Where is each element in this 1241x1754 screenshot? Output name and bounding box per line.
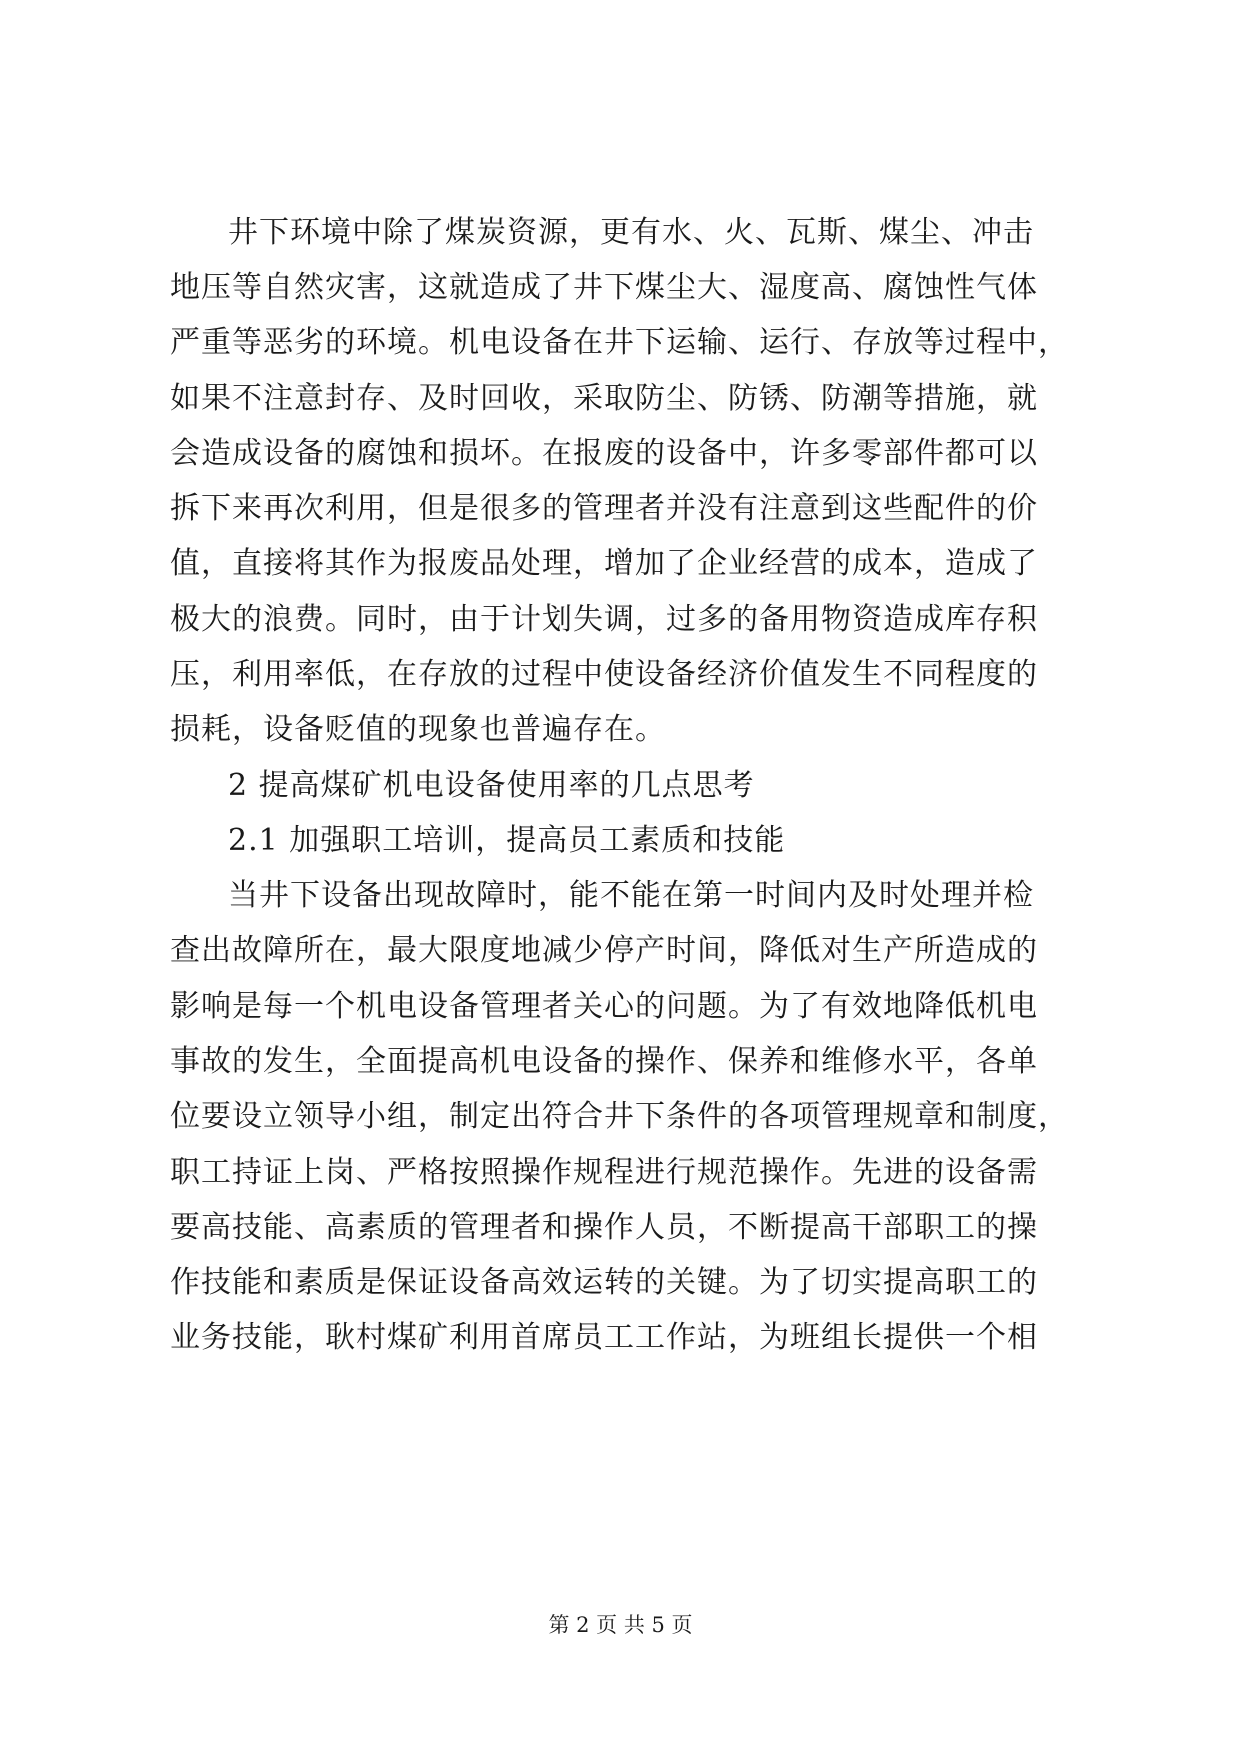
page-footer: 第 2 页 共 5 页 [548,1613,693,1637]
paragraph-line: 事故的发生，全面提高机电设备的操作、保养和维修水平，各单 [170,1044,1038,1079]
paragraph-line: 职工持证上岗、严格按照操作规程进行规范操作。先进的设备需 [170,1155,1038,1190]
paragraph-line: 极大的浪费。同时，由于计划失调，过多的备用物资造成库存积 [170,602,1038,637]
paragraph-line: 影响是每一个机电设备管理者关心的问题。为了有效地降低机电 [170,989,1038,1024]
paragraph-line: 要高技能、高素质的管理者和操作人员，不断提高干部职工的操 [170,1210,1038,1245]
paragraph-line: 查出故障所在，最大限度地减少停产时间，降低对生产所造成的 [170,933,1038,968]
subsection-heading: 2.1 加强职工培训，提高员工素质和技能 [228,823,786,858]
paragraph-line: 业务技能，耿村煤矿利用首席员工工作站，为班组长提供一个相 [170,1320,1038,1355]
paragraph-line: 作技能和素质是保证设备高效运转的关键。为了切实提高职工的 [170,1265,1038,1300]
paragraph-line: 值，直接将其作为报废品处理，增加了企业经营的成本，造成了 [170,546,1038,581]
paragraph-line: 位要设立领导小组，制定出符合井下条件的各项管理规章和制度， [170,1099,1069,1134]
paragraph-line: 压，利用率低，在存放的过程中使设备经济价值发生不同程度的 [170,657,1038,692]
paragraph-line: 当井下设备出现故障时，能不能在第一时间内及时处理并检 [228,878,1034,913]
paragraph-line: 拆下来再次利用，但是很多的管理者并没有注意到这些配件的价 [170,491,1038,526]
paragraph-line: 严重等恶劣的环境。机电设备在井下运输、运行、存放等过程中， [170,325,1069,360]
paragraph-line: 会造成设备的腐蚀和损坏。在报废的设备中，许多零部件都可以 [170,436,1038,471]
paragraph-line: 损耗，设备贬值的现象也普遍存在。 [170,712,666,747]
paragraph-line: 井下环境中除了煤炭资源，更有水、火、瓦斯、煤尘、冲击 [228,215,1034,250]
section-heading: 2 提高煤矿机电设备使用率的几点思考 [228,768,755,803]
paragraph-line: 地压等自然灾害，这就造成了井下煤尘大、湿度高、腐蚀性气体 [170,270,1038,305]
paragraph-line: 如果不注意封存、及时回收，采取防尘、防锈、防潮等措施，就 [170,381,1038,416]
